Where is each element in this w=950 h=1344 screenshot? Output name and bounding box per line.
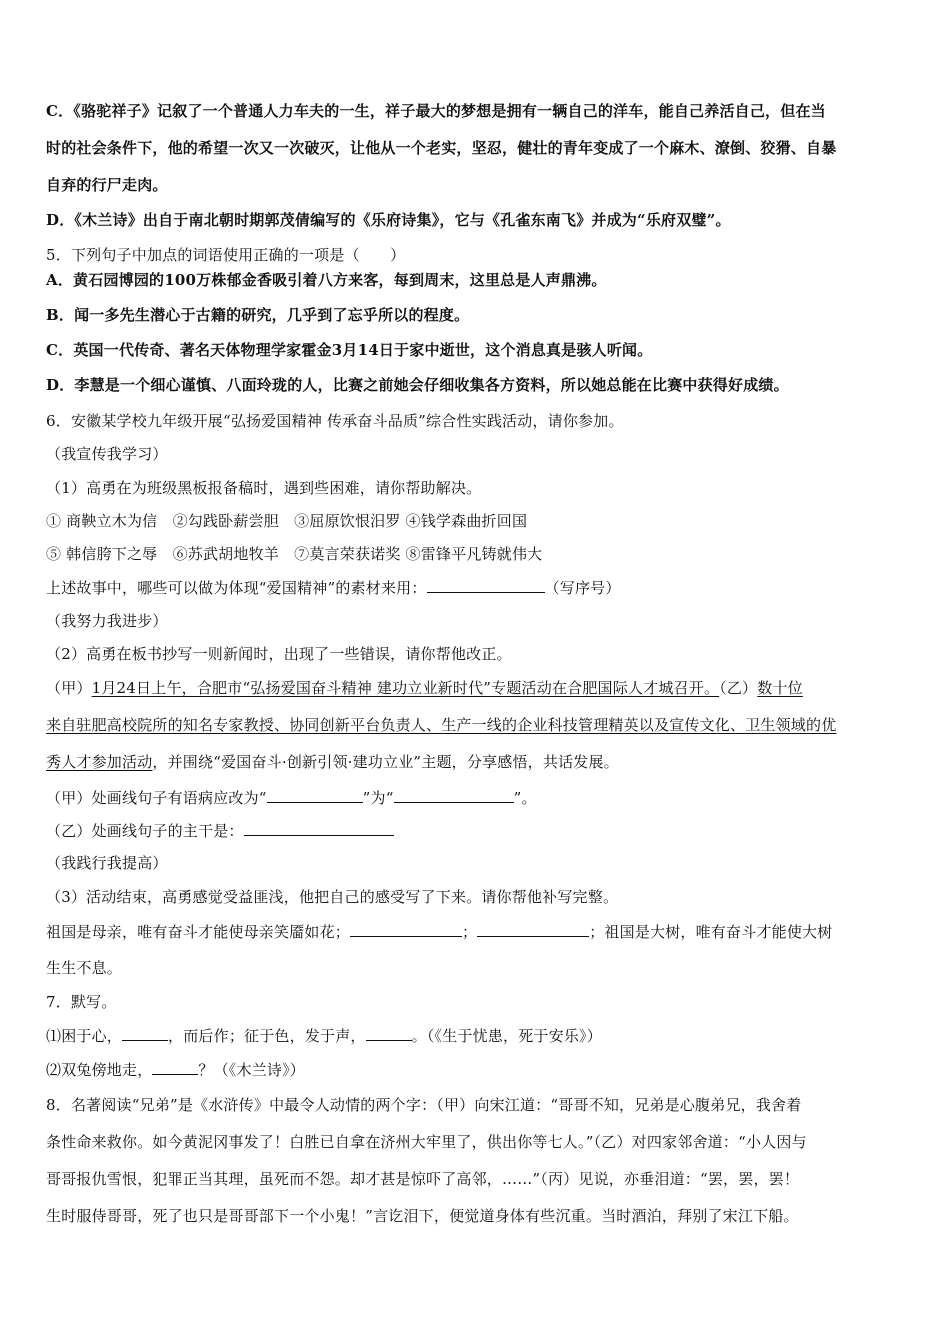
- q6-ask-3: （乙）处画线句子的主干是：: [46, 820, 906, 841]
- q6-section-2: （我努力我进步）: [46, 612, 168, 630]
- answer-blank[interactable]: [477, 921, 589, 937]
- q5-stem: 5．下列句子中加点的词语使用正确的一项是（ ）: [46, 246, 406, 264]
- q6-news-line3: 秀人才参加活动，并围绕“爱国奋斗·创新引领·建功立业”主题，分享感悟，共话发展。: [46, 753, 619, 771]
- answer-blank[interactable]: [267, 787, 363, 803]
- q6-ask-1: 上述故事中，哪些可以做为体现“爱国精神”的素材来用： （写序号）: [46, 579, 621, 597]
- q6-stem: 6．安徽某学校九年级开展“弘扬爱国精神 传承奋斗品质”综合性实践活动，请你参加。: [46, 412, 624, 430]
- q6-options-line2: ⑤ 韩信胯下之辱 ⑥苏武胡地牧羊 ⑦莫言荣获诺奖 ⑧雷锋平凡铸就伟大: [46, 545, 543, 563]
- answer-blank[interactable]: [122, 1025, 168, 1041]
- q7-line2: ⑵双兔傍地走， ？（《木兰诗》）: [46, 1061, 306, 1079]
- q6-part-1: （1）高勇在为班级黑板报备稿时，遇到些困难，请你帮助解决。: [46, 479, 482, 497]
- underlined-sentence-yi-part2: 来自驻肥高校院所的知名专家教授、协同创新平台负责人、生产一线的企业科技管理精英以及宣传文化、卫生领域的优: [46, 716, 837, 734]
- q6-news-line2: [46, 715, 906, 735]
- q8-line1: 8．名著阅读“兄弟”是《水浒传》中最令人动情的两个字：（甲）向宋江道：“哥哥不知，兄弟是心腹弟兄，我舍着: [46, 1096, 802, 1114]
- q6-options-line1: ① 商鞅立木为信 ②勾践卧薪尝胆 ③屈原饮恨汨罗 ④钱学森曲折回国: [46, 512, 528, 530]
- q4-option-c-line3: 自弃的行尸走肉。: [46, 176, 168, 194]
- q5-option-b: B．闻一多先生潜心于古籍的研究，几乎到了忘乎所以的程度。: [46, 306, 470, 324]
- underlined-sentence-yi-part1: 数十位: [757, 679, 803, 697]
- q5-option-c: C．英国一代传奇、著名天体物理学家霍金3月14日于家中逝世，这个消息真是骇人听闻。: [46, 341, 653, 359]
- answer-blank[interactable]: [394, 787, 514, 803]
- answer-blank[interactable]: [350, 921, 462, 937]
- underlined-sentence-jia: 1月24日上午，合肥市“弘扬爱国奋斗精神 建功立业新时代”专题活动在合肥国际人才城召开。: [91, 679, 720, 697]
- q6-part-2: （2）高勇在板书抄写一则新闻时，出现了一些错误，请你帮他改正。: [46, 645, 512, 663]
- q8-line3: 哥哥报仇雪恨，犯罪正当其理，虽死而不怨。却才甚是惊吓了高邻，……”（丙）见说，亦垂泪道：“罢，罢，罢！: [46, 1170, 800, 1188]
- q8-line4: 生时服侍哥哥，死了也只是哥哥部下一个小鬼！”言讫泪下，便觉道身体有些沉重。当时酒泊，拜别了宋江下船。: [46, 1207, 799, 1225]
- q6-fill-line1: 祖国是母亲，唯有奋斗才能使母亲笑靥如花； ； ；祖国是大树，唯有奋斗才能使大树: [46, 923, 833, 941]
- q6-news-line1: （甲）1月24日上午，合肥市“弘扬爱国奋斗精神 建功立业新时代”专题活动在合肥国际人才城召开。（乙）数十位: [46, 679, 803, 697]
- q6-part-3: （3）活动结束，高勇感觉受益匪浅，他把自己的感受写了下来。请你帮他补写完整。: [46, 888, 619, 906]
- q6-section-1: （我宣传我学习）: [46, 445, 168, 463]
- q5-option-a: A．黄石园博园的100万株郁金香吸引着八方来客，每到周末，这里总是人声鼎沸。: [46, 271, 607, 289]
- q5-option-d: D．李慧是一个细心谨慎、八面玲珑的人，比赛之前她会仔细收集各方资料，所以她总能在比赛中获得好成绩。: [46, 376, 789, 394]
- q4-option-d: D．《木兰诗》出自于南北朝时期郭茂倩编写的《乐府诗集》，它与《孔雀东南飞》并成为“乐府双璧”。: [46, 211, 731, 229]
- q6-ask-2: （甲）处画线句子有语病应改为“ ”为“ ”。: [46, 789, 537, 807]
- answer-blank[interactable]: [427, 577, 545, 593]
- q7-stem: 7．默写。: [46, 993, 117, 1011]
- q7-line1: ⑴困于心， ，而后作；征于色，发于声， 。（《生于忧患，死于安乐》）: [46, 1027, 602, 1045]
- answer-blank[interactable]: [366, 1025, 412, 1041]
- q6-fill-line2: 生生不息。: [46, 959, 123, 977]
- underlined-sentence-yi-part3: 秀人才参加活动: [46, 753, 153, 771]
- answer-blank[interactable]: [152, 1059, 198, 1075]
- q4-option-c-line2: 时的社会条件下，他的希望一次又一次破灭，让他从一个老实，坚忍，健壮的青年变成了一个麻木、潦倒、狡猾、自暴: [46, 139, 837, 157]
- q6-section-3: （我践行我提高）: [46, 854, 168, 872]
- q4-option-c-line1: C．《骆驼祥子》记叙了一个普通人力车夫的一生，祥子最大的梦想是拥有一辆自己的洋车，能自己养活自己，但在当: [46, 102, 826, 120]
- answer-blank[interactable]: [244, 820, 394, 836]
- q8-line2: 条性命来救你。如今黄泥冈事发了！白胜已自拿在济州大牢里了，供出你等七人。”（乙）对四家邻舍道：“小人因与: [46, 1133, 807, 1151]
